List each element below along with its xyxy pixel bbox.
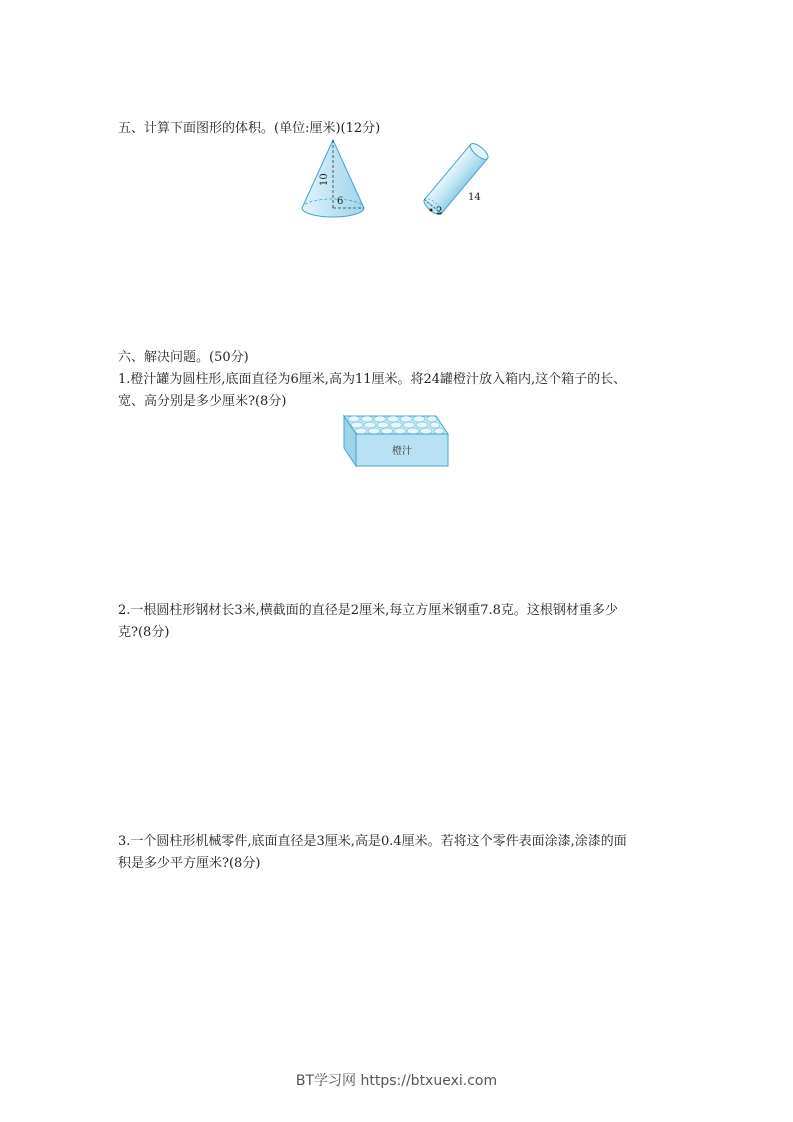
q1-line1: 1.橙汁罐为圆柱形,底面直径为6厘米,高为11厘米。将24罐橙汁放入箱内,这个箱子的长、 <box>118 372 627 387</box>
juice-box-figure <box>340 410 452 470</box>
q3-line2: 积是多少平方厘米?(8分) <box>118 856 261 871</box>
q2-line2: 克?(8分) <box>118 625 170 640</box>
cylinder-diameter-label: 2 <box>436 206 443 217</box>
cylinder-length-label: 14 <box>468 192 481 203</box>
q2-line1: 2.一根圆柱形钢材长3米,横截面的直径是2厘米,每立方厘米钢重7.8克。这根钢材重多少 <box>118 603 618 618</box>
section5-title: 五、计算下面图形的体积。(单位:厘米)(12分) <box>118 121 381 136</box>
cone-figure <box>296 136 370 222</box>
section6-title: 六、解决问题。(50分) <box>118 350 249 365</box>
footer-watermark: BT学习网 https://btxuexi.com <box>295 1073 498 1089</box>
juice-box-label: 橙汁 <box>392 446 412 457</box>
cone-height-label: 10 <box>319 173 330 186</box>
q1-line2: 宽、高分别是多少厘米?(8分) <box>118 394 287 409</box>
cylinder-figure <box>418 134 494 224</box>
cone-radius-label: 6 <box>337 196 344 207</box>
q3-line1: 3.一个圆柱形机械零件,底面直径是3厘米,高是0.4厘米。若将这个零件表面涂漆,涂漆的面 <box>118 834 627 849</box>
